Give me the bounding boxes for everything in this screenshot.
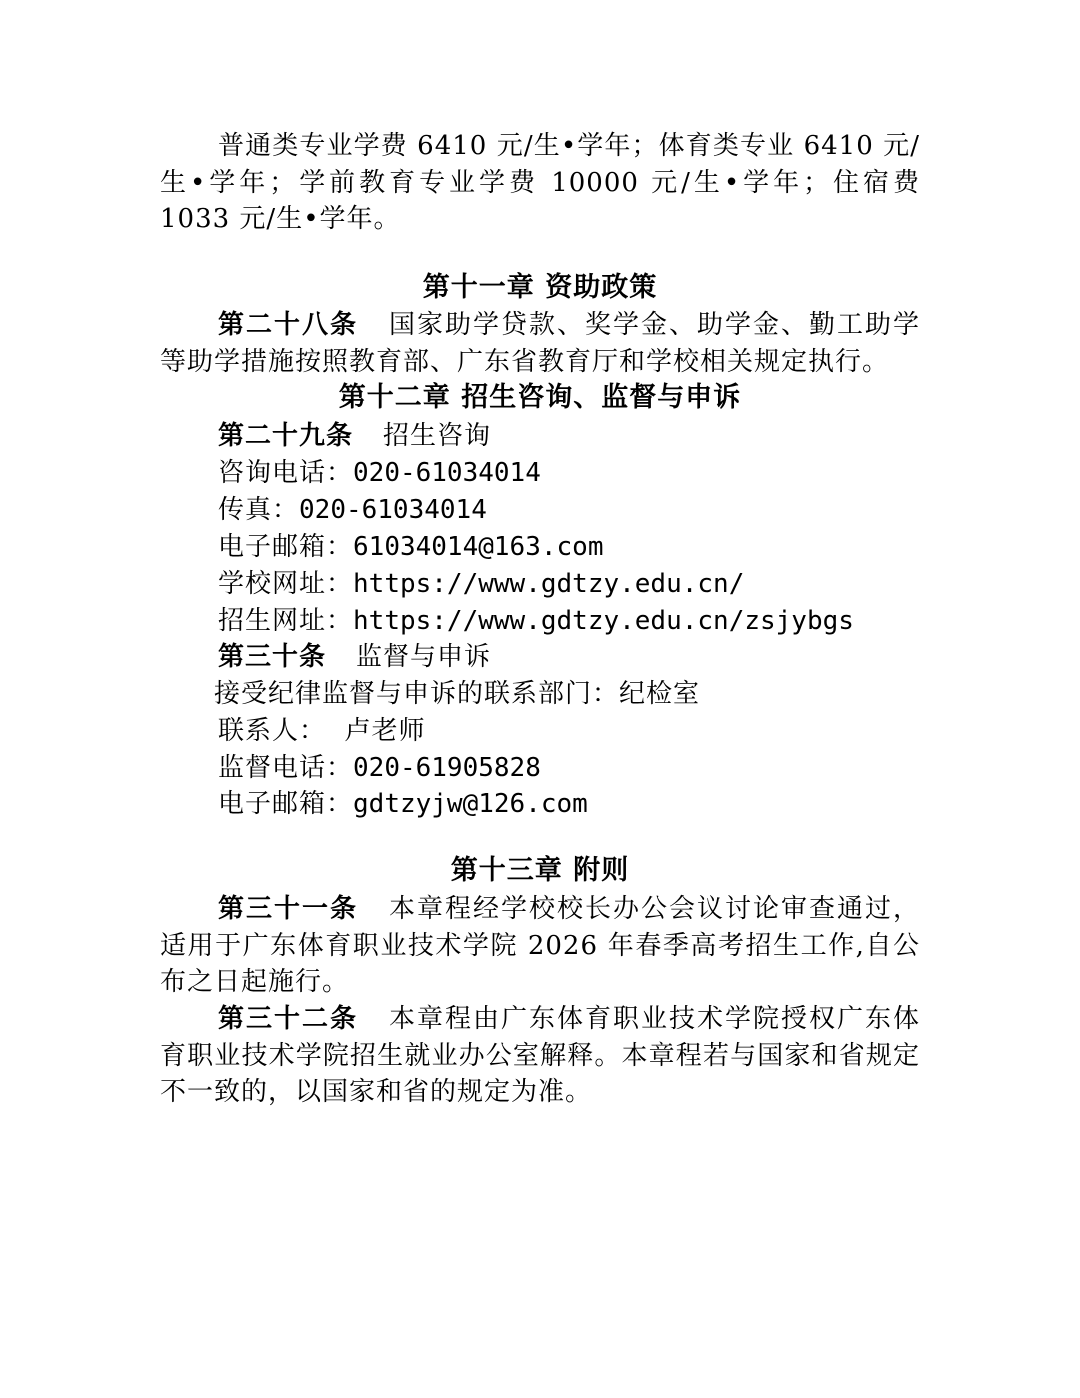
article-29-title: 第二十九条	[218, 421, 354, 451]
chapter-12-heading: 第十二章 招生咨询、监督与申诉	[338, 382, 742, 413]
consult-email-label: 电子邮箱：	[218, 532, 354, 562]
article-32-paragraph	[160, 1001, 920, 1111]
admission-website-line	[218, 603, 854, 639]
school-website-line	[218, 566, 744, 602]
article-29-body: 招生咨询	[383, 421, 492, 451]
supervision-phone-value: 020-61905828	[353, 753, 541, 783]
article-30-body: 监督与申诉	[356, 642, 492, 672]
article-29-line	[218, 418, 491, 454]
admission-website-link[interactable]: https://www.gdtzy.edu.cn/zsjybgs	[353, 606, 854, 636]
supervision-email-link[interactable]: gdtzyjw@126.com	[353, 789, 588, 819]
fax-label: 传真：	[218, 495, 300, 525]
chapter-13-heading: 第十三章 附则	[450, 855, 630, 886]
fax-line	[218, 492, 487, 528]
school-website-label: 学校网址：	[218, 569, 354, 599]
fax-value: 020-61034014	[299, 495, 487, 525]
school-website-link[interactable]: https://www.gdtzy.edu.cn/	[353, 569, 745, 599]
consult-email-link[interactable]: 61034014@163.com	[353, 532, 604, 562]
tuition-fees-paragraph: 普通类专业学费 6410 元/生•学年；体育类专业 6410 元/生•学年；学前教育专业学费 10000 元/生•学年；住宿费 1033 元/生•学年。	[160, 131, 920, 234]
article-31-title: 第三十一条	[218, 894, 358, 924]
supervision-dept-line: 接受纪律监督与申诉的联系部门：纪检室	[214, 679, 701, 709]
chapter-11-heading: 第十一章 资助政策	[422, 272, 658, 303]
admission-website-label: 招生网址：	[218, 606, 354, 636]
article-31-body: 本章程经学校校长办公会议讨论审查通过，适用于广东体育职业技术学院 2026 年春季高考招生工作,自公布之日起施行。	[160, 894, 920, 997]
consult-phone-line	[218, 455, 541, 491]
article-28-paragraph	[160, 307, 920, 380]
consult-email-line	[218, 529, 603, 565]
supervision-phone-line	[218, 750, 541, 786]
supervision-email-line	[218, 786, 588, 822]
article-28-title: 第二十八条	[218, 310, 358, 340]
consult-phone-value: 020-61034014	[353, 458, 541, 488]
article-30-title: 第三十条	[218, 642, 327, 672]
article-32-body: 本章程由广东体育职业技术学院授权广东体育职业技术学院招生就业办公室解释。本章程若与国家和省规定不一致的，以国家和省的规定为准。	[160, 1004, 920, 1107]
supervision-email-label: 电子邮箱：	[218, 789, 354, 819]
article-32-title: 第三十二条	[218, 1004, 358, 1034]
article-30-line	[218, 639, 491, 675]
article-28-body: 国家助学贷款、奖学金、助学金、勤工助学等助学措施按照教育部、广东省教育厅和学校相关规定执行。	[160, 310, 920, 377]
consult-phone-label: 咨询电话：	[218, 458, 354, 488]
supervision-contact-line: 联系人： 卢老师	[218, 716, 426, 746]
supervision-phone-label: 监督电话：	[218, 753, 354, 783]
article-31-paragraph	[160, 891, 920, 1001]
